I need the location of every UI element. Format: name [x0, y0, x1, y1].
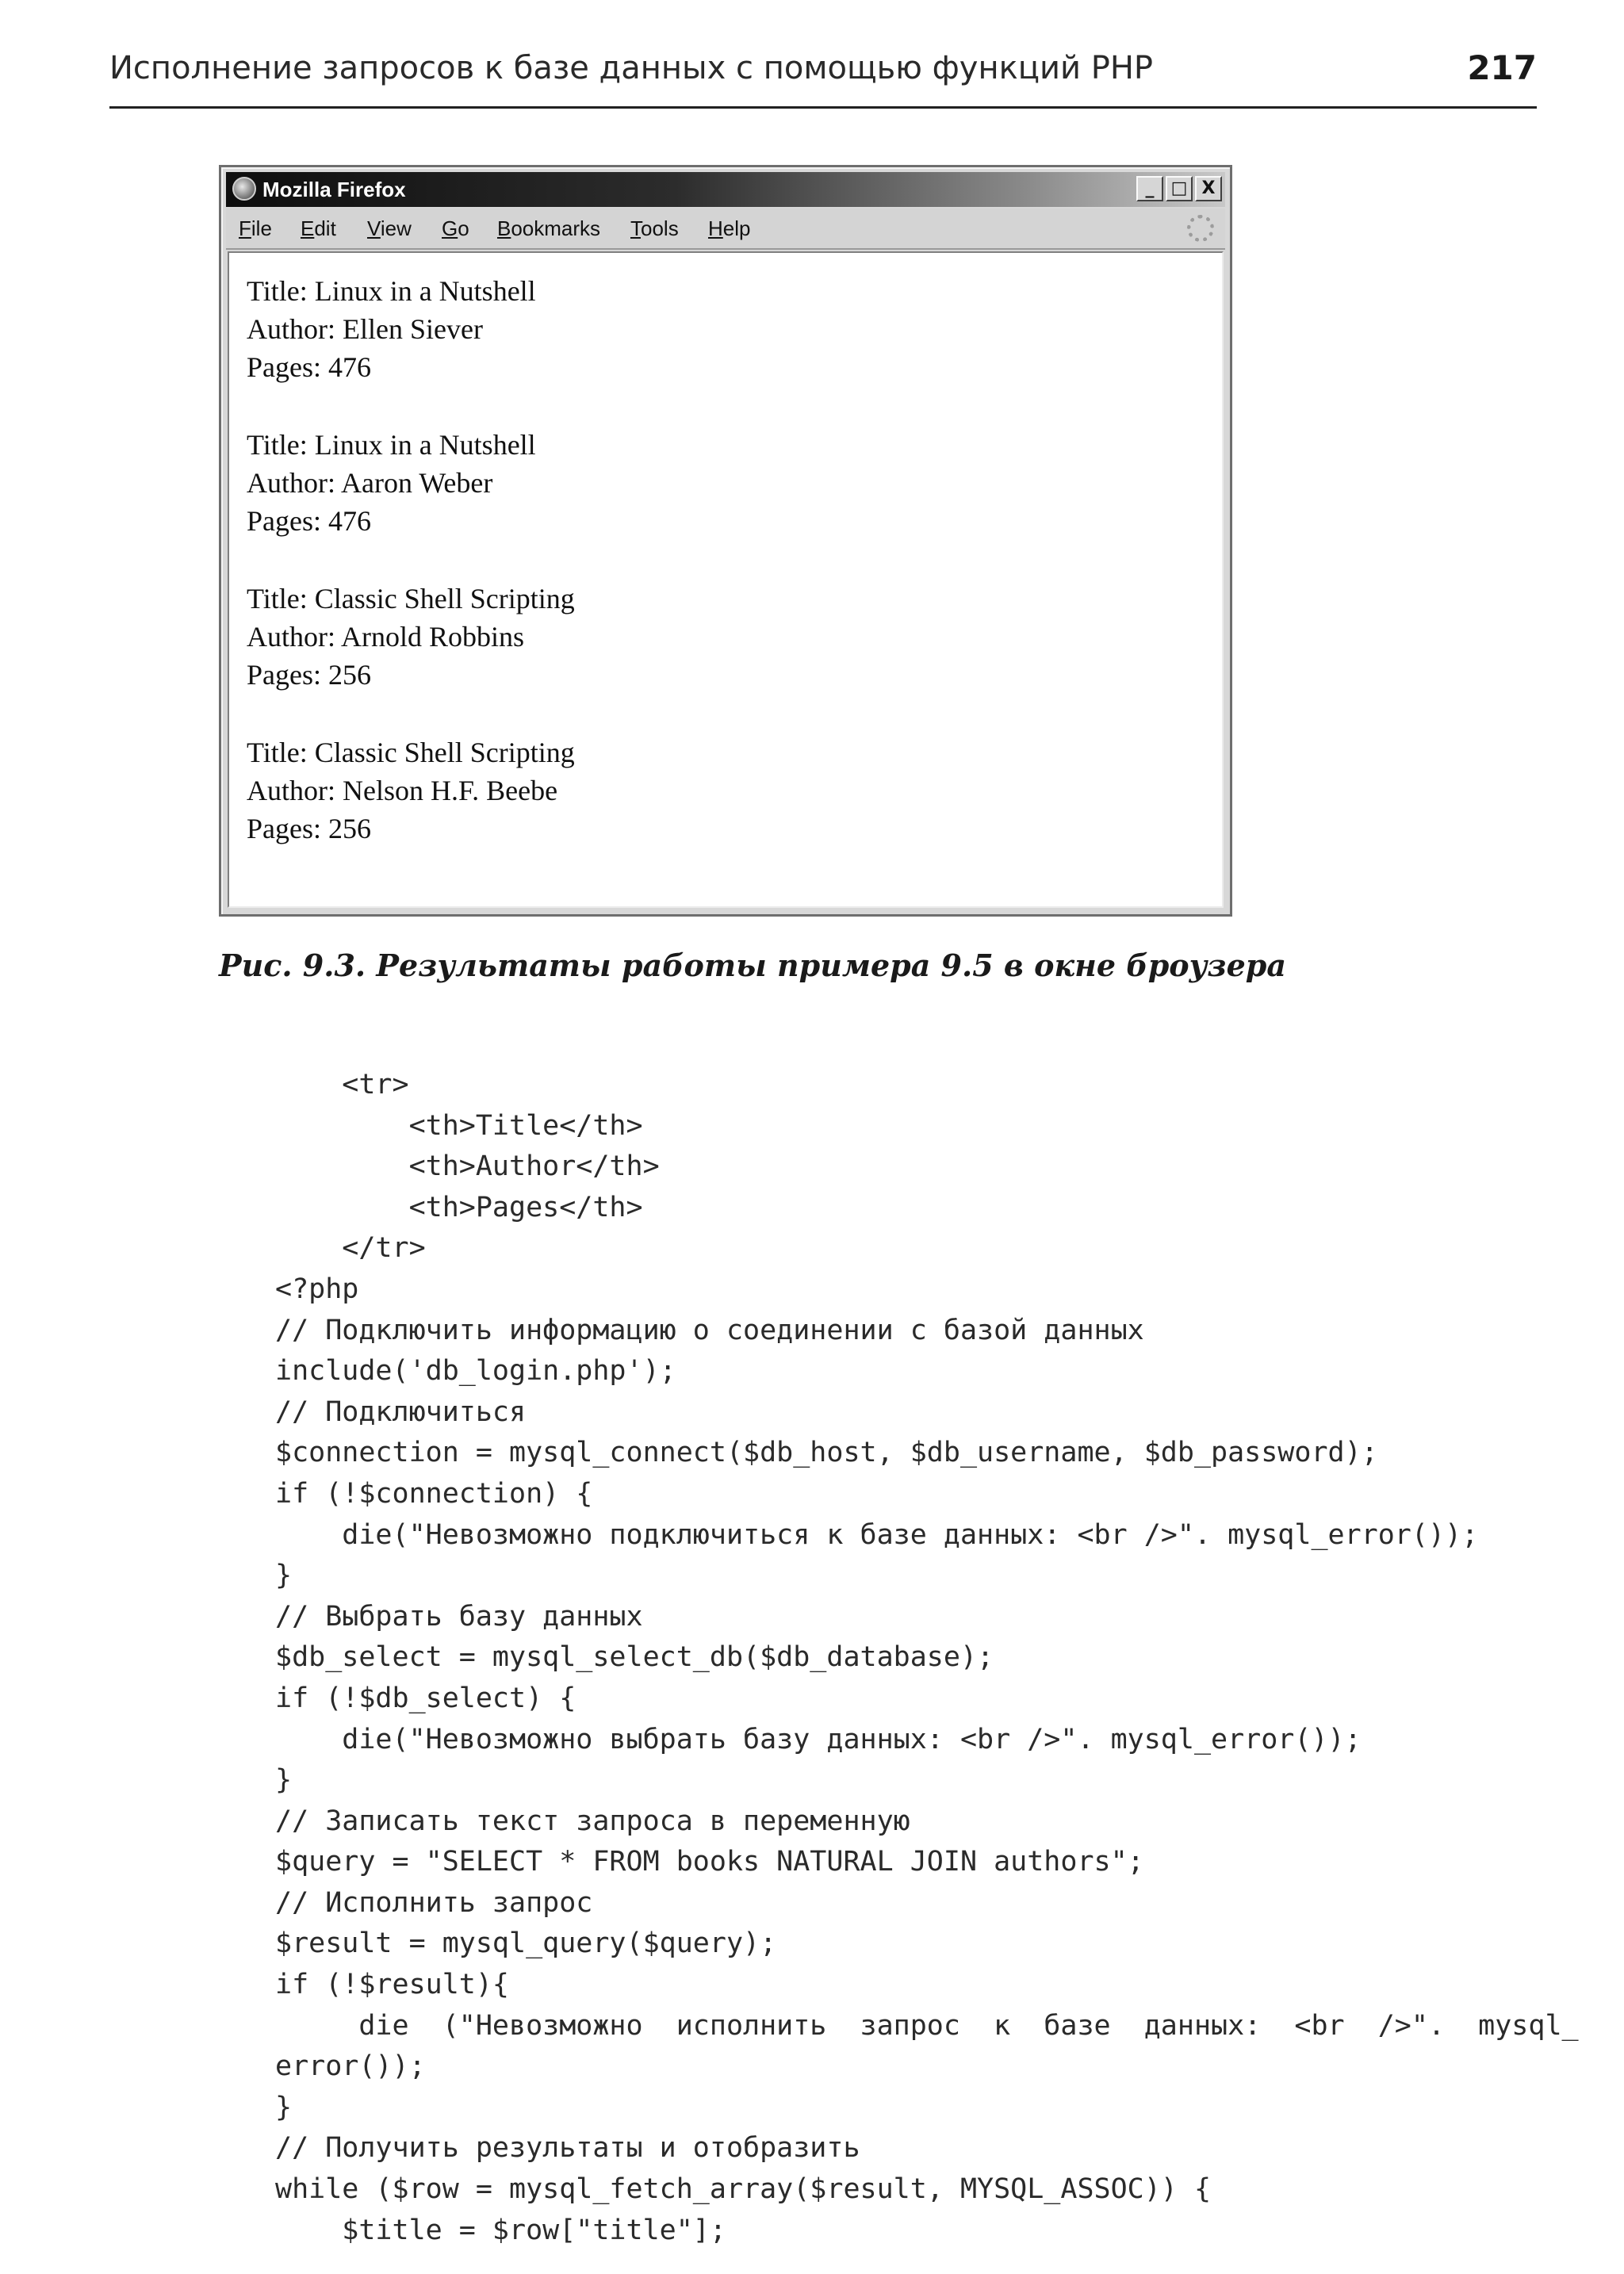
record-author: Author: Ellen Siever [247, 313, 483, 345]
browser-window [219, 165, 1232, 917]
code-line: // Исполнить запрос [275, 1886, 593, 1919]
code-line: } [275, 2091, 293, 2123]
book-record [247, 272, 536, 386]
record-author: Author: Nelson H.F. Beebe [247, 775, 558, 806]
window-titlebar[interactable] [226, 172, 1225, 207]
code-line: // Получить результаты и отобразить [275, 2132, 860, 2165]
code-line: <th>Author</th> [275, 1150, 660, 1183]
running-title: Исполнение запросов к базе данных с помощью функций PHP [109, 50, 1154, 86]
menu-help[interactable]: Help [708, 216, 751, 240]
figure-caption: Рис. 9.3. Результаты работы примера 9.5 в окне броузера [219, 948, 1286, 983]
page-number: 217 [1467, 48, 1537, 87]
menu-bookmarks[interactable]: Bookmarks [497, 216, 601, 240]
menu-view[interactable]: View [367, 216, 412, 240]
code-line: if (!$db_select) { [275, 1682, 576, 1714]
code-line: $result = mysql_query($query); [275, 1928, 777, 1960]
code-line: <tr> [275, 1069, 409, 1101]
code-line: $db_select = mysql_select_db($db_database); [275, 1641, 994, 1674]
code-line: if (!$connection) { [275, 1477, 593, 1510]
code-listing [275, 1065, 1579, 2251]
code-line: <th>Title</th> [275, 1109, 643, 1142]
code-line: $query = "SELECT * FROM books NATURAL JOIN authors"; [275, 1846, 1144, 1878]
code-line: </tr> [275, 1232, 426, 1265]
window-title: Mozilla Firefox [262, 178, 406, 201]
record-title: Title: Linux in a Nutshell [247, 429, 536, 461]
firefox-logo-icon [232, 177, 256, 201]
code-line: } [275, 1764, 293, 1797]
window-controls [1134, 176, 1222, 203]
code-line: } [275, 1560, 293, 1592]
menu-go[interactable]: Go [442, 216, 469, 240]
menu-bar [226, 209, 1225, 250]
maximize-button[interactable]: □ [1166, 176, 1193, 201]
menu-file[interactable]: File [239, 216, 272, 240]
minimize-button[interactable]: _ [1136, 176, 1163, 201]
record-pages: Pages: 476 [247, 351, 371, 383]
code-line: while ($row = mysql_fetch_array($result, MYSQL_ASSOC)) { [275, 2173, 1212, 2206]
code-line: // Подключиться [275, 1395, 527, 1428]
record-pages: Pages: 256 [247, 813, 371, 844]
record-title: Title: Linux in a Nutshell [247, 275, 536, 307]
book-record [247, 580, 575, 694]
header-rule [109, 106, 1537, 109]
record-pages: Pages: 476 [247, 505, 371, 537]
record-author: Author: Aaron Weber [247, 467, 493, 499]
menu-edit[interactable]: Edit [301, 216, 336, 240]
code-line: $connection = mysql_connect($db_host, $db_username, $db_password); [275, 1437, 1378, 1469]
record-pages: Pages: 256 [247, 659, 371, 691]
code-line: $title = $row["title"]; [275, 2214, 726, 2246]
record-title: Title: Classic Shell Scripting [247, 737, 575, 768]
close-button[interactable]: X [1195, 176, 1222, 201]
code-line: die("Невозможно подключиться к базе данных: <br />". mysql_error()); [275, 1518, 1479, 1551]
code-line: // Подключить информацию о соединении с базой данных [275, 1314, 1144, 1346]
record-title: Title: Classic Shell Scripting [247, 583, 575, 614]
page-content [228, 251, 1224, 908]
code-line: error()); [275, 2050, 426, 2083]
code-line: include('db_login.php'); [275, 1355, 676, 1388]
code-line: // Выбрать базу данных [275, 1600, 643, 1633]
book-record [247, 426, 536, 540]
code-line: die("Невозможно выбрать базу данных: <br />". mysql_error()); [275, 1723, 1362, 1755]
code-line: <?php [275, 1273, 359, 1305]
record-author: Author: Arnold Robbins [247, 621, 525, 653]
book-record [247, 733, 575, 848]
throbber-icon [1187, 215, 1214, 242]
code-line: // Записать текст запроса в переменную [275, 1805, 910, 1837]
code-line: if (!$result){ [275, 1969, 510, 2001]
menu-tools[interactable]: Tools [630, 216, 679, 240]
code-line: die ("Невозможно исполнить запрос к базе данных: <br />". mysql_ [275, 2009, 1579, 2042]
code-line: <th>Pages</th> [275, 1191, 643, 1223]
